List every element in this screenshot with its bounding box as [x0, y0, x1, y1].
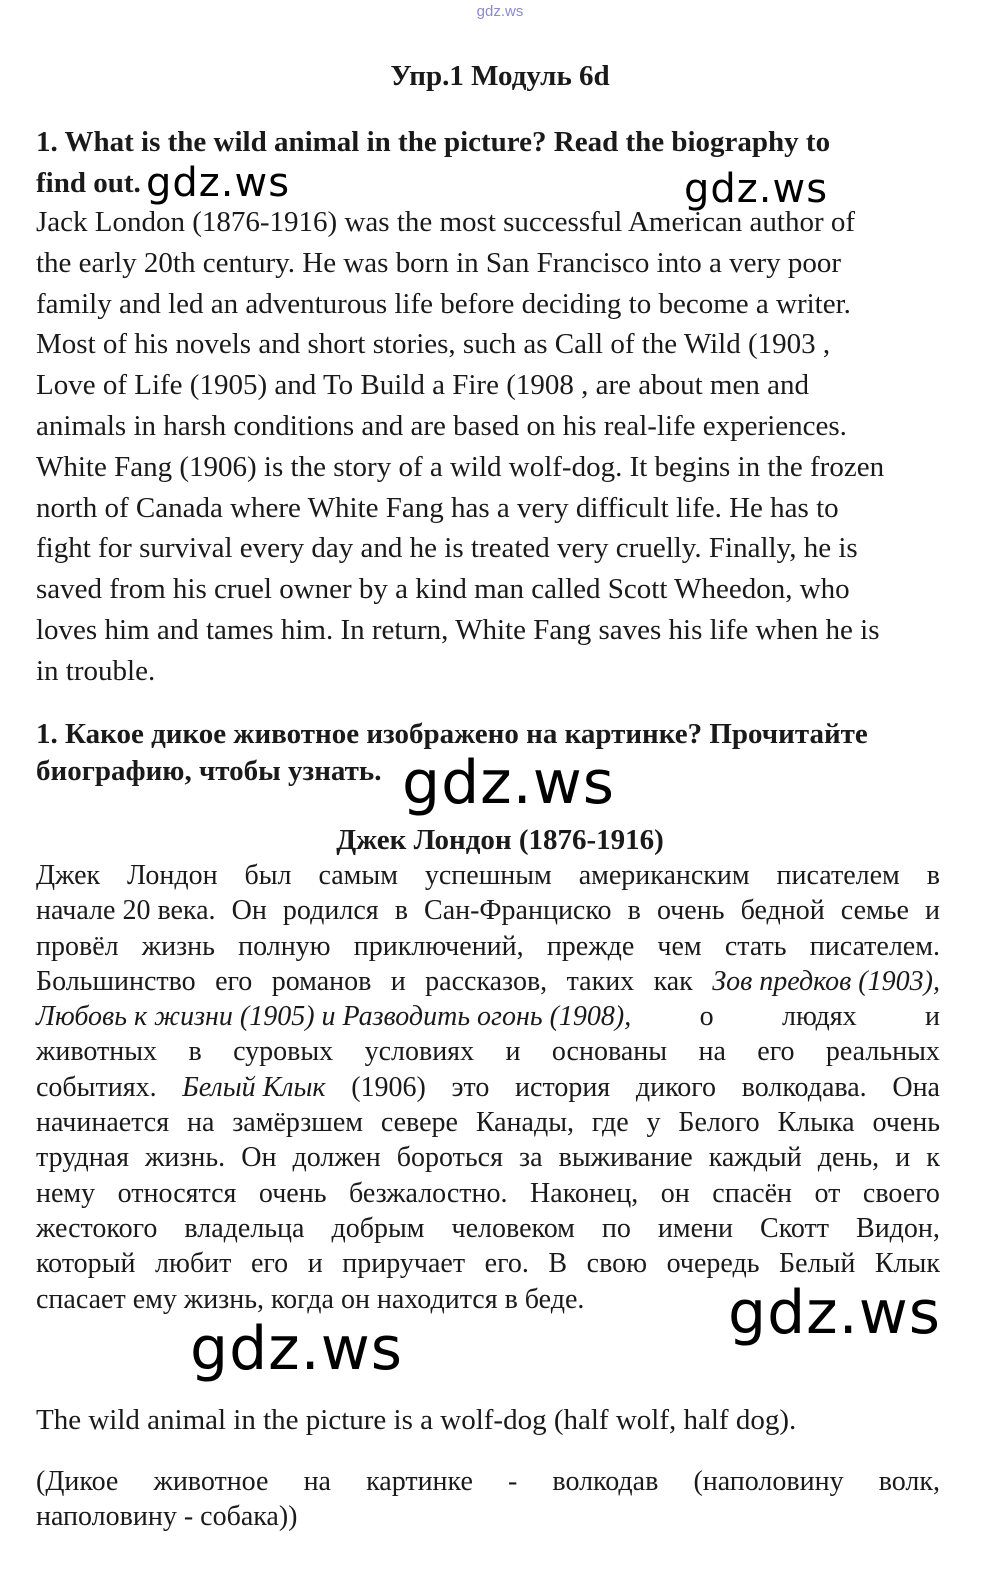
word: бедной	[740, 895, 825, 927]
word: любит	[155, 1248, 232, 1280]
word: писателем	[776, 860, 900, 891]
word: очередь	[666, 1248, 760, 1280]
heading-line: 1. Какое дикое животное изображено на картинке? Прочитайте	[36, 718, 868, 750]
text-line	[36, 1140, 940, 1175]
text-line: north of Canada where White Fang has a very difficult life. He has to	[36, 491, 839, 524]
word: добрым	[331, 1212, 425, 1244]
word: был	[244, 860, 292, 891]
word: день,	[817, 1142, 880, 1174]
word: началe 20 века.	[36, 895, 216, 927]
word: Лондон	[127, 860, 218, 891]
word: событиях.	[36, 1071, 157, 1103]
word: каждый	[708, 1142, 802, 1174]
word: Большинство	[36, 965, 196, 997]
heading-line: find out.	[36, 167, 141, 199]
word: за	[519, 1142, 543, 1174]
word: на	[698, 1036, 726, 1068]
text-line: family and led an adventurous life before deciding to become a writer.	[36, 287, 851, 320]
text-line	[36, 964, 940, 999]
watermark-logo: gdz.ws	[146, 160, 291, 206]
word: (наполовину	[693, 1466, 844, 1497]
word: севере	[380, 1107, 458, 1139]
word: Белый	[779, 1248, 856, 1280]
biography-text-english	[36, 202, 956, 692]
word: в	[926, 860, 940, 891]
watermark-logo: gdz.ws	[190, 1314, 404, 1384]
word: Сан-Франциско	[424, 895, 612, 927]
word: жизнь.	[145, 1142, 226, 1174]
word: его	[215, 965, 253, 997]
text-line	[36, 1176, 940, 1211]
word: его	[250, 1248, 289, 1280]
word: владельца	[184, 1212, 305, 1244]
word: на	[303, 1466, 331, 1497]
word: человеком	[451, 1212, 575, 1244]
word: своего	[862, 1177, 940, 1209]
word: наполовину - собака))	[36, 1501, 298, 1532]
word: это	[451, 1071, 490, 1103]
word: Белый Клык	[182, 1071, 326, 1103]
word: писателем.	[809, 930, 940, 962]
word: таких	[566, 965, 635, 997]
word: приключений,	[353, 930, 524, 962]
word: относятся	[117, 1177, 237, 1209]
biography-text-russian	[36, 858, 940, 1317]
word: реальных	[825, 1036, 940, 1068]
word: Зов предков (1903),	[712, 965, 940, 997]
word: -	[507, 1466, 518, 1497]
word: в	[188, 1036, 202, 1068]
word: замёрзшем	[232, 1107, 363, 1139]
text-line: animals in harsh conditions and are based on his real-life experiences.	[36, 409, 847, 442]
word: в	[627, 895, 641, 927]
heading-line: 1. What is the wild animal in the picture? Read the biography to	[36, 126, 831, 158]
word: и	[390, 965, 406, 997]
word: свою	[586, 1248, 648, 1280]
word: история	[515, 1071, 611, 1103]
page-title: Упр.1 Модуль 6d	[390, 60, 610, 92]
word: жизнь	[141, 930, 215, 962]
text-line	[36, 1211, 940, 1246]
text-line: Most of his novels and short stories, such as Call of the Wild (1903 ,	[36, 328, 831, 361]
text-line: Love of Life (1905) and To Build a Fire (1908 , are about men and	[36, 369, 809, 402]
word: начинается	[36, 1107, 170, 1139]
biography-subtitle-russian: Джек Лондон (1876-1916)	[336, 824, 664, 856]
word: людях	[782, 1001, 857, 1033]
word: от	[814, 1177, 841, 1209]
word: по	[601, 1212, 631, 1244]
heading-line: биографию, чтобы узнать.	[36, 755, 382, 787]
word: В	[548, 1248, 568, 1280]
word: трудная	[36, 1142, 129, 1174]
word: стать	[724, 930, 787, 962]
text-line: the early 20th century. He was born in San Francisco into a very poor	[36, 246, 842, 279]
word: и	[925, 895, 940, 927]
word: должен	[292, 1142, 381, 1174]
word: как	[653, 965, 693, 997]
word: Скотт	[760, 1212, 829, 1244]
word: спасает ему жизнь, когда он находится в беде.	[36, 1283, 585, 1315]
answer-english: The wild animal in the picture is a wolf-dog (half wolf, half dog).	[36, 1404, 797, 1436]
watermark-logo: gdz.ws	[402, 748, 616, 818]
word: бороться	[396, 1142, 503, 1174]
word: нему	[36, 1177, 96, 1209]
text-line: Jack London (1876-1916) was the most successful American author of	[36, 206, 856, 238]
word: американским	[578, 860, 750, 891]
text-line	[36, 858, 940, 893]
word: чем	[657, 930, 702, 962]
text-line	[36, 1499, 940, 1534]
word: Видон,	[856, 1212, 940, 1244]
word: Наконец,	[530, 1177, 639, 1209]
text-line: White Fang (1906) is the story of a wild wolf-dog. It begins in the frozen	[36, 450, 885, 483]
word: семье	[840, 895, 909, 927]
word: к	[926, 1142, 940, 1174]
word: выживание	[558, 1142, 693, 1174]
word: основаны	[551, 1036, 668, 1068]
word: Она	[892, 1071, 940, 1103]
word: у	[646, 1107, 661, 1139]
text-line	[36, 893, 940, 928]
word: имени	[657, 1212, 734, 1244]
word: он	[660, 1177, 690, 1209]
word: (Дикое	[36, 1466, 119, 1497]
word: жестокого	[36, 1212, 158, 1244]
word: очень	[656, 895, 725, 927]
word: и	[895, 1142, 911, 1174]
word: животных	[36, 1036, 158, 1068]
text-line	[36, 1105, 940, 1140]
word: Он	[241, 1142, 277, 1174]
word: Канады,	[475, 1107, 575, 1139]
word: волкодав	[552, 1466, 659, 1497]
word: прежде	[546, 930, 635, 962]
watermark-logo: gdz.ws	[684, 166, 829, 212]
word: где	[591, 1107, 629, 1139]
text-line	[36, 1464, 940, 1499]
word: дикого	[635, 1071, 717, 1103]
word: безжалостно.	[348, 1177, 508, 1209]
word: его.	[484, 1248, 529, 1280]
word: Джек	[36, 860, 101, 891]
text-line: loves him and tames him. In return, White Fang saves his life when he is	[36, 613, 880, 646]
text-line	[36, 929, 940, 964]
word: волк,	[878, 1466, 940, 1497]
word: животное	[153, 1466, 269, 1497]
text-line	[36, 999, 940, 1034]
text-line	[36, 1034, 940, 1069]
word: Белого	[678, 1107, 760, 1139]
word: в	[394, 895, 408, 927]
word: Он	[231, 895, 267, 927]
word: Клык	[874, 1248, 940, 1280]
word: и	[924, 1001, 940, 1033]
word: (1906)	[351, 1071, 426, 1103]
text-line: saved from his cruel owner by a kind man called Scott Wheedon, who	[36, 573, 850, 606]
word: очень	[872, 1107, 940, 1139]
top-watermark: gdz.ws	[476, 3, 524, 20]
watermark-logo: gdz.ws	[728, 1278, 942, 1348]
word: спасён	[712, 1177, 792, 1209]
text-line: in trouble.	[36, 654, 156, 687]
word: на	[186, 1107, 215, 1139]
word: Любовь к жизни (1905) и Разводить огонь (1908),	[36, 1001, 632, 1033]
word: и	[505, 1036, 521, 1068]
word: рассказов,	[425, 965, 548, 997]
word: провёл	[36, 930, 119, 962]
word: Клыка	[777, 1107, 855, 1139]
word: картинке	[366, 1466, 473, 1497]
word: полную	[238, 930, 331, 962]
text-line	[36, 1246, 940, 1281]
word: волкодава.	[741, 1071, 867, 1103]
word: о	[699, 1001, 714, 1033]
word: самым	[318, 860, 398, 891]
answer-russian	[36, 1464, 940, 1534]
word: очень	[258, 1177, 327, 1209]
word: романов	[271, 965, 372, 997]
word: условиях	[364, 1036, 475, 1068]
word: родился	[282, 895, 379, 927]
text-line	[36, 1070, 940, 1105]
text-line: fight for survival every day and he is treated very cruelly. Finally, he is	[36, 532, 858, 565]
word: который	[36, 1248, 136, 1280]
word: суровых	[233, 1036, 334, 1068]
word: приручает	[342, 1248, 466, 1280]
word: его	[757, 1036, 795, 1068]
word: и	[307, 1248, 323, 1280]
word: успешным	[424, 860, 552, 891]
